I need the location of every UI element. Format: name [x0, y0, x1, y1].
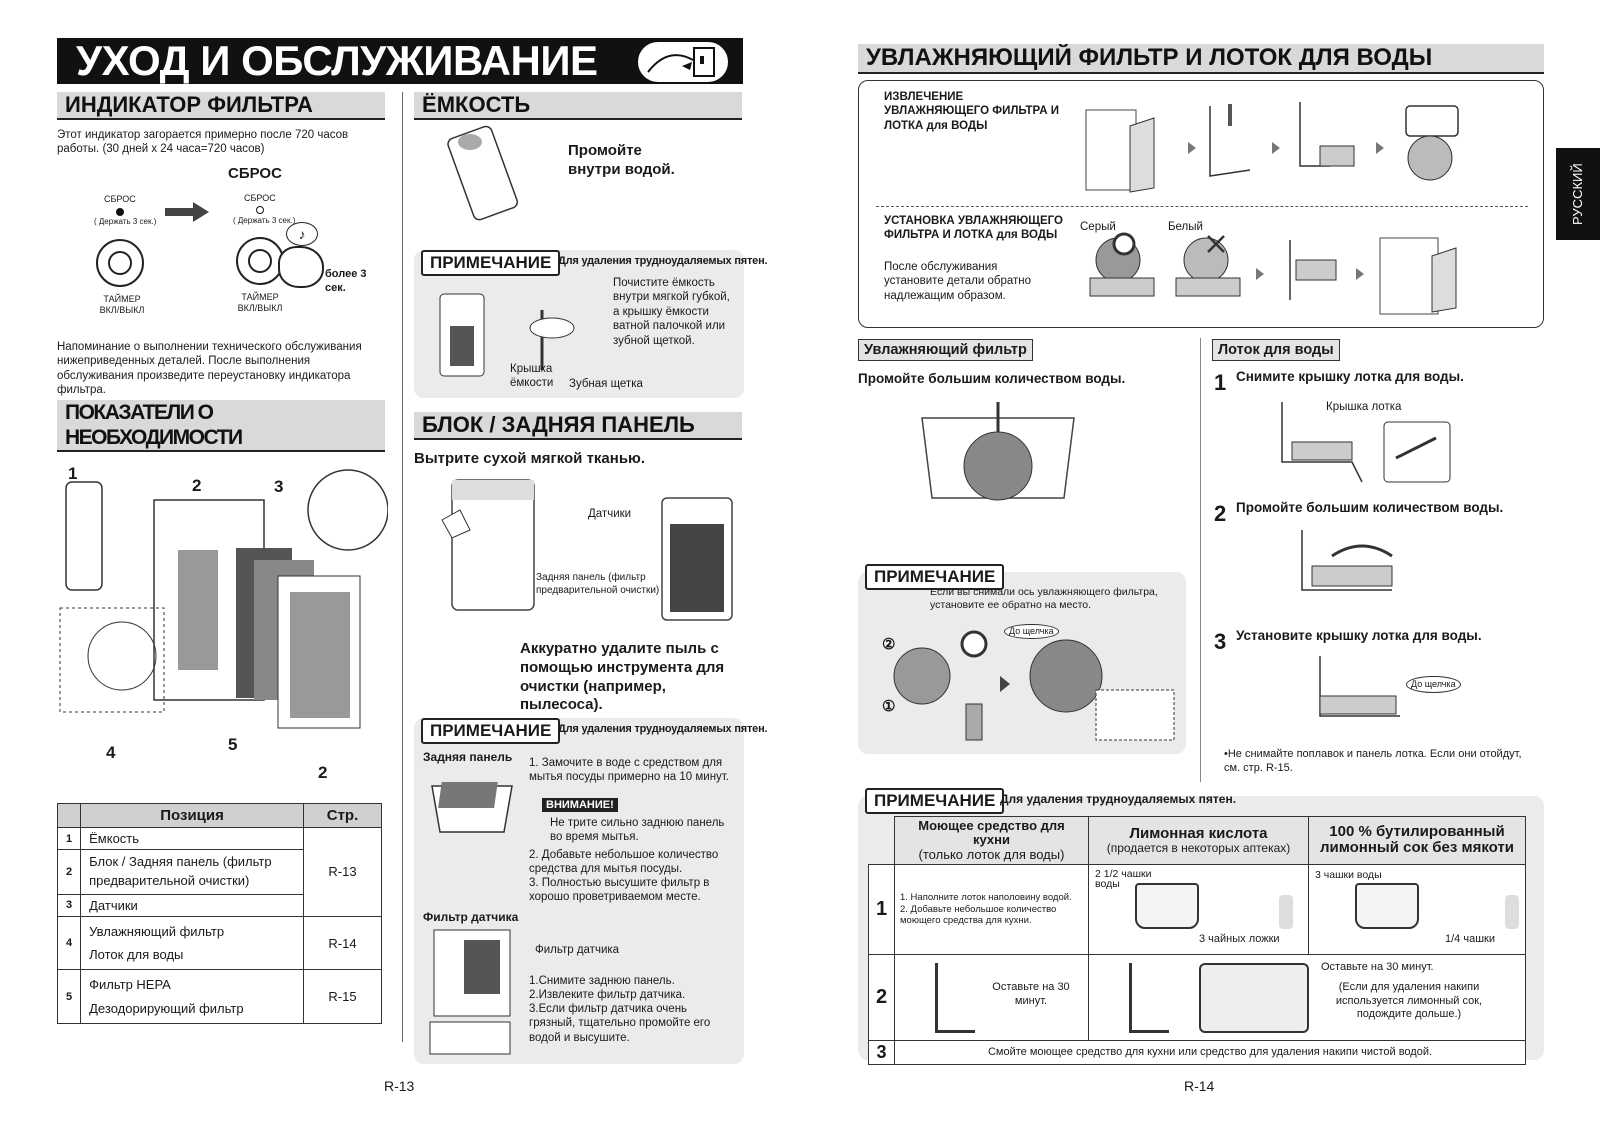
- reset-label-2: СБРОС: [244, 193, 276, 203]
- page-number-right: R-14: [1184, 1078, 1215, 1094]
- row-num: 4: [58, 916, 81, 970]
- bottle-icon: [1279, 895, 1293, 929]
- row3-text: Смойте моющее средство для кухни или средство для удаления накипи чистой водой.: [895, 1040, 1526, 1064]
- install-desc: После обслуживания установите детали обратно надлежащим образом.: [884, 261, 1032, 302]
- r1c2-amount: 3 чайных ложки: [1199, 932, 1280, 945]
- tray-step1-illustration: [1272, 398, 1462, 488]
- tray-step-2-num: 2: [1214, 501, 1227, 526]
- gray-label: Серый: [1080, 221, 1116, 233]
- sensor-filter-label: Фильтр датчика: [535, 944, 620, 956]
- reset-heading: СБРОС: [228, 165, 282, 182]
- clock-icon-1: [108, 251, 132, 275]
- timer-label-2: ТАЙМЕР ВКЛ/ВЫКЛ: [237, 292, 283, 314]
- col1-title: Моющее средство для кухни: [918, 818, 1065, 848]
- row2-num: 2: [869, 954, 895, 1040]
- bp-step-3: 3. Полностью высушите фильтр в хорошо проветриваемом месте.: [529, 877, 710, 904]
- hold-label-1: ( Держать 3 сек.): [94, 217, 157, 226]
- row1-col2: [1089, 864, 1309, 954]
- tank-title: ЁМКОСТЬ: [422, 92, 531, 117]
- th-page: Стр.: [304, 804, 382, 828]
- warning-text: Не трите сильно заднюю панель во время мытья.: [550, 817, 725, 844]
- right-title-bar: [858, 44, 1544, 74]
- row-page: R-15: [304, 970, 382, 1024]
- row1-col3: [1309, 864, 1526, 954]
- column-divider: [402, 92, 403, 1042]
- r1c1-line: 1. Наполните лоток наполовину водой.: [900, 892, 1072, 904]
- back-panel-heading: Задняя панель: [423, 750, 513, 764]
- tank-rinse-text: Промойте внутри водой.: [568, 142, 675, 178]
- hf-note-label: ПРИМЕЧАНИЕ: [865, 564, 1004, 590]
- r2c1-text: Оставьте на 30 минут.: [992, 980, 1070, 1007]
- row-item: Фильтр HEPA: [89, 977, 171, 993]
- tray-upright-illustration: [1129, 963, 1169, 1033]
- unit-front-illustration: [440, 474, 540, 614]
- row-item: Лоток для воды: [89, 947, 184, 963]
- filter-intro: Этот индикатор загорается примерно после 720 часов работы. (30 дней x 24 часа=720 часов): [57, 129, 349, 156]
- corner-cell: [869, 817, 895, 865]
- tank-heading: [414, 92, 742, 120]
- row-item: Датчики: [81, 894, 304, 916]
- bottle-icon: [1505, 895, 1519, 929]
- row1-num: 1: [869, 864, 895, 954]
- finger-press-icon: [278, 246, 324, 288]
- sensor-filter-illustration: [426, 926, 516, 1056]
- row-num: 2: [58, 850, 81, 895]
- plug-icon: [636, 40, 730, 84]
- row3-num: 3: [869, 1040, 895, 1064]
- tank-brush-label: Зубная щетка: [569, 378, 643, 390]
- soaking-filter-illustration: [1199, 963, 1309, 1033]
- beep-note-icon: ♪: [286, 222, 318, 246]
- axis-illustration: [876, 620, 1176, 750]
- block-heading: [414, 412, 742, 440]
- col2-sub: (продается в некоторых аптеках): [1106, 841, 1291, 856]
- row-item-pair: [81, 970, 304, 1024]
- arrow-right-icon: [165, 202, 209, 222]
- indicators-heading: [57, 400, 385, 452]
- tank-note-sub: Для удаления трудноудаляемых пятен.: [558, 255, 768, 267]
- tray-click-label: До щелчка: [1406, 676, 1461, 693]
- tray-step-1-num: 1: [1214, 370, 1227, 395]
- hf-click-label: До щелчка: [1004, 624, 1059, 639]
- reminder-text: Напоминание о выполнении технического обслуживания нижеприведенных деталей. После выполнения обслуживания произведите переустановку индикатора фильтра.: [57, 341, 362, 397]
- position-table: [57, 803, 382, 1024]
- callout-1: 1: [68, 464, 78, 483]
- r1c1-line: 2. Добавьте небольшое количество моющего средства для кухни.: [900, 903, 1057, 927]
- tray-step-3-num: 3: [1214, 629, 1227, 654]
- row-page: R-14: [304, 916, 382, 970]
- install-steps-illustration: [1080, 230, 1520, 320]
- tray-title: Лоток для воды: [1218, 342, 1334, 358]
- tray-title-box: [1212, 339, 1340, 361]
- tray-step-3: Установите крышку лотка для воды.: [1236, 628, 1482, 643]
- sf-step-2: 2.Извлеките фильтр датчика.: [529, 989, 686, 1001]
- row-num: 3: [58, 894, 81, 916]
- reset-indicator-off: [256, 206, 264, 214]
- tank-cap-label: Крышка ёмкости: [510, 363, 554, 390]
- row-num: 1: [58, 828, 81, 850]
- install-text: УСТАНОВКА УВЛАЖНЯЮЩЕГО ФИЛЬТРА И ЛОТКА для ВОДЫ: [884, 215, 1063, 242]
- r1c3-amount: 1/4 чашки: [1445, 932, 1495, 945]
- warning-label: ВНИМАНИЕ!: [546, 799, 614, 811]
- timer-label-1: ТАЙМЕР ВКЛ/ВЫКЛ: [99, 294, 145, 316]
- block-title: БЛОК / ЗАДНЯЯ ПАНЕЛЬ: [422, 412, 695, 437]
- bottom-note-label: ПРИМЕЧАНИЕ: [865, 788, 1004, 814]
- callout-4: 4: [106, 743, 116, 762]
- main-title: УХОД И ОБСЛУЖИВАНИЕ: [76, 37, 598, 84]
- tray-step3-illustration: [1290, 654, 1410, 740]
- right-title: УВЛАЖНЯЮЩИЙ ФИЛЬТР И ЛОТОК ДЛЯ ВОДЫ: [866, 44, 1433, 71]
- row-item: Блок / Задняя панель (фильтр предварительной очистки): [81, 850, 304, 895]
- row-item-pair: [81, 916, 304, 970]
- col1-header: [895, 817, 1089, 865]
- wipe-text: Вытрите сухой мягкой тканью.: [414, 450, 646, 467]
- hf-c2: ②: [882, 636, 896, 653]
- hf-note-text: Если вы снимали ось увлажняющего фильтра, установите ее обратно на место.: [930, 586, 1158, 612]
- row-num: 5: [58, 970, 81, 1024]
- sf-step-1: 1.Снимите заднюю панель.: [529, 975, 675, 987]
- descaling-table: [868, 816, 1526, 1065]
- row1-col1: [895, 864, 1089, 954]
- warning-badge: [542, 798, 618, 812]
- back-panel-label: Задняя панель (фильтр предварительной очистки): [536, 572, 660, 596]
- sf-step-3: 3.Если фильтр датчика очень грязный, тщательно промойте его водой и высушите.: [529, 1003, 711, 1044]
- r1c2-water: 2 1/2 чашки воды: [1095, 867, 1152, 891]
- filter-indicator-heading: [57, 92, 385, 120]
- block-note-sub: Для удаления трудноудаляемых пятен.: [558, 723, 768, 735]
- section-divider: [876, 206, 1528, 207]
- tray-step-2: Промойте большим количеством воды.: [1236, 500, 1504, 515]
- col1-sub: (только лоток для воды): [918, 846, 1065, 862]
- hf-rinse-text: Промойте большим количеством воды.: [858, 371, 1126, 386]
- removal-text: ИЗВЛЕЧЕНИЕ УВЛАЖНЯЮЩЕГО ФИЛЬТРА И ЛОТКА для ВОДЫ: [884, 91, 1059, 132]
- bowl-illustration: [1135, 883, 1199, 929]
- tank-rinse-illustration: [430, 124, 540, 224]
- soak-tray-illustration: [424, 766, 520, 838]
- th-num: [58, 804, 81, 828]
- tank-note-label: ПРИМЕЧАНИЕ: [421, 250, 560, 276]
- language-tab-label: РУССКИЙ: [1569, 163, 1585, 225]
- vacuum-text: Аккуратно удалите пыль с помощью инструмента для очистки (например, пылесоса).: [520, 640, 725, 714]
- row-item: Дезодорирующий фильтр: [89, 1000, 244, 1016]
- reset-indicator-lit: [116, 208, 124, 216]
- tray-step2-illustration: [1282, 526, 1422, 616]
- callout-2b: 2: [318, 763, 328, 782]
- row-page: R-13: [304, 828, 382, 917]
- white-label: Белый: [1168, 221, 1203, 233]
- indicators-title-1: ПОКАЗАТЕЛИ О НЕОБХОДИМОСТИ: [65, 401, 242, 449]
- r1c3-water: 3 чашки воды: [1315, 868, 1382, 881]
- hf-title-box: [858, 339, 1033, 361]
- th-position: Позиция: [81, 804, 304, 828]
- removal-steps-illustration: [1080, 86, 1520, 196]
- hf-c1: ①: [882, 698, 896, 715]
- tray-warning: •Не снимайте поплавок и панель лотка. Если они отойдут, см. стр. R-15.: [1224, 748, 1522, 774]
- col2-header: [1089, 817, 1309, 865]
- r2c23-text: Оставьте на 30 минут.: [1321, 960, 1434, 973]
- tank-note-text: Почистите ёмкость внутри мягкой губкой, а крышку ёмкости ватной палочкой или зубной щеткой.: [613, 277, 730, 347]
- callout-2: 2: [192, 476, 202, 495]
- clock-icon-2: [248, 249, 272, 273]
- tray-upright-illustration: [935, 963, 975, 1033]
- tray-step-1: Снимите крышку лотка для воды.: [1236, 369, 1464, 384]
- col2-title: Лимонная кислота: [1129, 824, 1268, 842]
- unit-exploded-illustration: [58, 460, 388, 760]
- more-3sec: более 3 сек.: [325, 268, 367, 294]
- block-note-label: ПРИМЕЧАНИЕ: [421, 718, 560, 744]
- sensors-label: Датчики: [588, 508, 632, 520]
- row2-col1: [895, 954, 1089, 1040]
- bp-step-2: 2. Добавьте небольшое количество средства для мытья посуды.: [529, 849, 719, 876]
- hf-title: Увлажняющий фильтр: [864, 342, 1027, 358]
- col3-header: 100 % бутилированный лимонный сок без мякоти: [1309, 817, 1526, 865]
- filter-indicator-title: ИНДИКАТОР ФИЛЬТРА: [65, 92, 313, 117]
- right-column-divider: [1200, 338, 1201, 782]
- callout-5: 5: [228, 735, 238, 754]
- row2-col23: [1089, 954, 1526, 1040]
- callout-3: 3: [274, 477, 284, 496]
- sink-illustration: [918, 398, 1078, 518]
- bottom-note-sub: Для удаления трудноудаляемых пятен.: [1000, 792, 1237, 806]
- bowl-illustration: [1355, 883, 1419, 929]
- bp-step-1: 1. Замочите в воде с средством для мытья посуды примерно на 10 минут.: [529, 757, 729, 784]
- unit-back-illustration: [652, 494, 742, 624]
- tray-lid-label: Крышка лотка: [1326, 401, 1402, 413]
- sensor-filter-heading: Фильтр датчика: [423, 910, 519, 924]
- reset-label-1: СБРОС: [104, 194, 136, 204]
- r2c23-note: (Если для удаления накипи используется лимонный сок, подождите дольше.): [1335, 980, 1483, 1021]
- row-item: Увлажняющий фильтр: [89, 923, 225, 939]
- row-item: Ёмкость: [81, 828, 304, 850]
- indicators-title-2: [65, 450, 385, 452]
- hold-label-2: ( Держать 3 сек.): [233, 216, 296, 225]
- page-number-left: R-13: [384, 1078, 415, 1094]
